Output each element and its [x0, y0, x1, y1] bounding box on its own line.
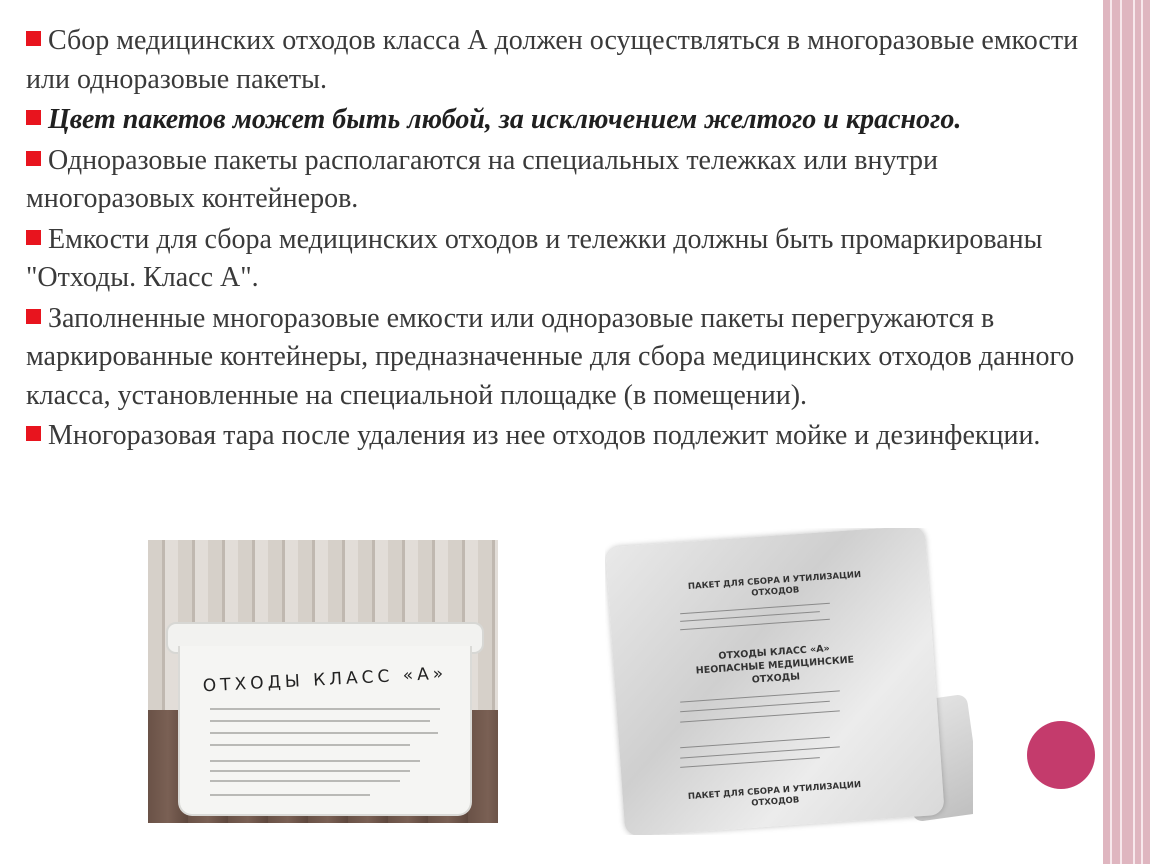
bullet-paragraph-emphasis — [26, 101, 1101, 140]
bucket-print-line — [210, 780, 400, 782]
bucket-print-line — [210, 760, 420, 762]
square-bullet-icon — [26, 230, 41, 245]
bullet-paragraph — [26, 142, 1101, 219]
paragraph-text: Цвет пакетов может быть любой, за исключением желтого и красного. — [48, 104, 962, 135]
bullet-paragraph — [26, 22, 1101, 99]
bucket-print-line — [210, 708, 440, 710]
stripe-line — [1120, 0, 1122, 864]
bullet-paragraph — [26, 300, 1101, 416]
bullet-paragraph — [26, 417, 1101, 456]
bag-label-main: ОТХОДЫ КЛАСС «А» НЕОПАСНЫЕ МЕДИЦИНСКИЕ ОТХОДЫ — [695, 643, 855, 686]
bucket-label: ОТХОДЫ КЛАСС «А» — [202, 663, 448, 697]
paragraph-text: Сбор медицинских отходов класса А должен осуществляться в многоразовые емкости или одноразовые пакеты. — [26, 25, 1079, 95]
bucket-print-line — [210, 744, 410, 746]
stripe-line — [1133, 0, 1135, 864]
square-bullet-icon — [26, 31, 41, 46]
bag-label-bottom: ПАКЕТ ДЛЯ СБОРА И УТИЛИЗАЦИИ ОТХОДОВ — [687, 779, 862, 809]
paragraph-text: Емкости для сбора медицинских отходов и тележки должны быть промаркированы "Отходы. Класс А". — [26, 223, 1043, 293]
bucket-print-line — [210, 720, 430, 722]
square-bullet-icon — [26, 110, 41, 125]
square-bullet-icon — [26, 151, 41, 166]
bullet-list — [26, 22, 1101, 458]
bullet-paragraph — [26, 221, 1101, 298]
bucket-print-line — [210, 770, 410, 772]
stripe-line — [1110, 0, 1112, 864]
paragraph-text: Одноразовые пакеты располагаются на специальных тележках или внутри многоразовых контейнеров. — [26, 144, 939, 214]
square-bullet-icon — [26, 426, 41, 441]
bag-photo — [605, 528, 973, 835]
bag-label-top: ПАКЕТ ДЛЯ СБОРА И УТИЛИЗАЦИИ ОТХОДОВ — [687, 569, 862, 599]
bucket-print-line — [210, 794, 370, 796]
square-bullet-icon — [26, 309, 41, 324]
bucket-photo — [148, 540, 498, 823]
paragraph-text: Многоразовая тара после удаления из нее отходов подлежит мойке и дезинфекции. — [48, 420, 1041, 451]
bucket-body — [178, 646, 472, 816]
paragraph-text: Заполненные многоразовые емкости или одноразовые пакеты перегружаются в маркированные контейнеры, предназначенные для сбора медицинских отходов данного класса, установленные на специальной площадке (в помещении). — [26, 302, 1075, 411]
stripe-line — [1141, 0, 1143, 864]
bucket-print-line — [210, 732, 438, 734]
accent-circle — [1027, 721, 1095, 789]
